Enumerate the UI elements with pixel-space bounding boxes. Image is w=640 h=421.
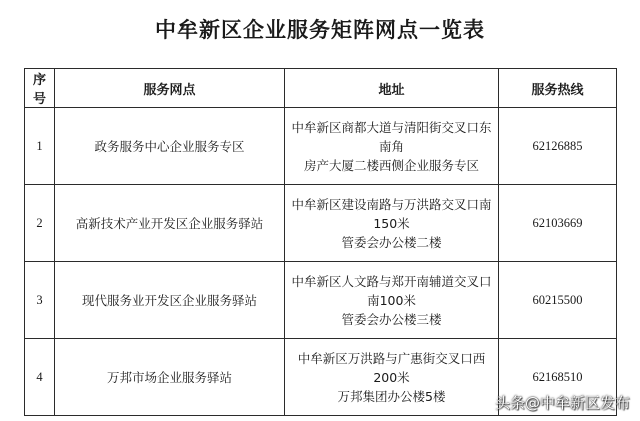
address-line: 房产大厦二楼西侧企业服务专区 [303, 157, 479, 173]
row-address [285, 262, 499, 339]
address-line: 中牟新区建设南路与万洪路交叉口南150米 [291, 196, 492, 231]
row-index: 3 [25, 262, 55, 339]
row-hotline: 62168510 [499, 339, 617, 416]
address-line: 万邦集团办公楼5楼 [337, 388, 446, 404]
row-service-point: 高新技术产业开发区企业服务驿站 [55, 185, 285, 262]
header-hotline: 服务热线 [499, 69, 617, 108]
address-line: 管委会办公楼二楼 [341, 234, 442, 250]
address-line: 中牟新区人文路与郑开南辅道交叉口南100米 [291, 273, 492, 308]
row-index: 1 [25, 108, 55, 185]
row-hotline: 60215500 [499, 262, 617, 339]
row-address [285, 108, 499, 185]
row-service-point: 政务服务中心企业服务专区 [55, 108, 285, 185]
row-service-point: 万邦市场企业服务驿站 [55, 339, 285, 416]
header-index: 序号 [25, 69, 55, 108]
header-address: 地址 [285, 69, 499, 108]
watermark: 头条@中牟新区发布 [494, 394, 630, 412]
service-points-table [24, 68, 617, 416]
row-hotline: 62126885 [499, 108, 617, 185]
table-row [25, 262, 617, 339]
row-index: 4 [25, 339, 55, 416]
address-line: 中牟新区万洪路与广惠街交叉口西200米 [297, 350, 486, 385]
address-line: 管委会办公楼三楼 [341, 311, 442, 327]
row-address [285, 185, 499, 262]
header-service-point: 服务网点 [55, 69, 285, 108]
table-row [25, 108, 617, 185]
row-address [285, 339, 499, 416]
document-title: 中牟新区企业服务矩阵网点一览表 [155, 18, 485, 42]
table-row [25, 185, 617, 262]
table-header-row [25, 69, 617, 108]
address-line: 中牟新区商都大道与清阳街交叉口东南角 [291, 119, 492, 154]
row-hotline: 62103669 [499, 185, 617, 262]
row-service-point: 现代服务业开发区企业服务驿站 [55, 262, 285, 339]
row-index: 2 [25, 185, 55, 262]
